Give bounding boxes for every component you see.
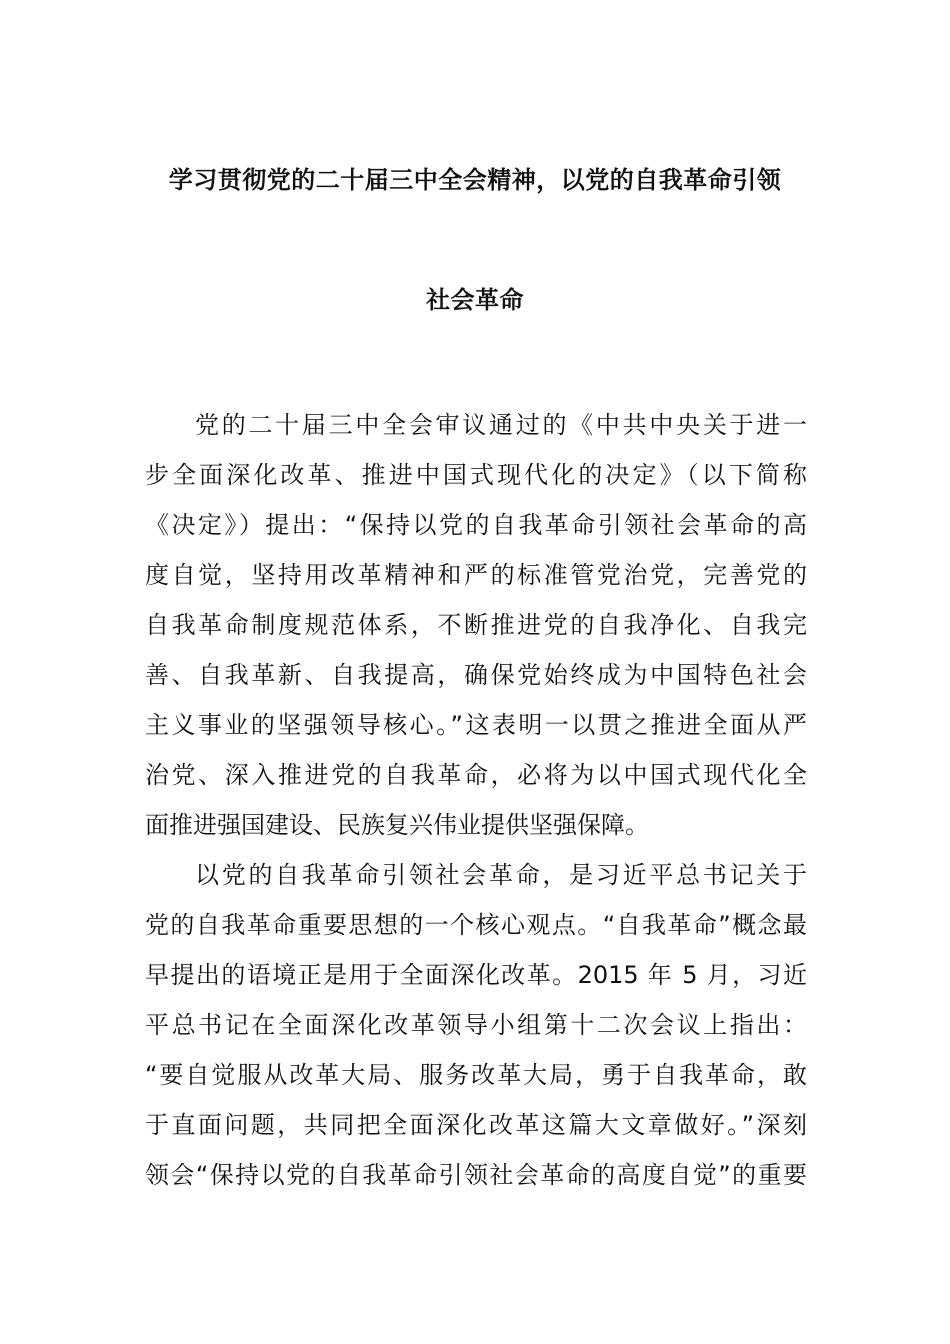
text-line: 党的二十届三中全会审议通过的《中共中央关于进一 — [195, 411, 807, 439]
text-line: 平总书记在全面深化改革领导小组第十二次会议上指出： — [145, 1011, 807, 1039]
text-line: 领会“保持以党的自我革命引领社会革命的高度自觉”的重要 — [145, 1161, 807, 1189]
document-title-line-2: 社会革命 — [426, 286, 524, 314]
paragraph-2 — [145, 850, 807, 1200]
text-line: 以党的自我革命引领社会革命，是习近平总书记关于 — [195, 861, 807, 889]
text-line: 主义事业的坚强领导核心。”这表明一以贯之推进全面从严 — [145, 711, 807, 739]
text-line: 度自觉，坚持用改革精神和严的标准管党治党，完善党的 — [145, 561, 807, 589]
text-line: “要自觉服从改革大局、服务改革大局，勇于自我革命，敢 — [145, 1061, 807, 1089]
document-title-line-1: 学习贯彻党的二十届三中全会精神，以党的自我革命引领 — [168, 166, 782, 194]
text-line: 于直面问题，共同把全面深化改革这篇大文章做好。”深刻 — [145, 1111, 807, 1139]
text-line: 党的自我革命重要思想的一个核心观点。“自我革命”概念最 — [145, 911, 807, 939]
text-line: 步全面深化改革、推进中国式现代化的决定》（以下简称 — [145, 461, 807, 489]
text-line: 善、自我革新、自我提高，确保党始终成为中国特色社会 — [145, 661, 807, 689]
document-body — [145, 400, 807, 1200]
text-line: 面推进强国建设、民族复兴伟业提供坚强保障。 — [145, 811, 649, 839]
paragraph-1 — [145, 400, 807, 850]
text-line: 《决定》）提出：“保持以党的自我革命引领社会革命的高 — [145, 511, 807, 539]
text-line: 自我革命制度规范体系，不断推进党的自我净化、自我完 — [145, 611, 807, 639]
text-line: 早提出的语境正是用于全面深化改革。2015 年 5 月，习近 — [145, 961, 807, 989]
text-line: 治党、深入推进党的自我革命，必将为以中国式现代化全 — [145, 761, 807, 789]
